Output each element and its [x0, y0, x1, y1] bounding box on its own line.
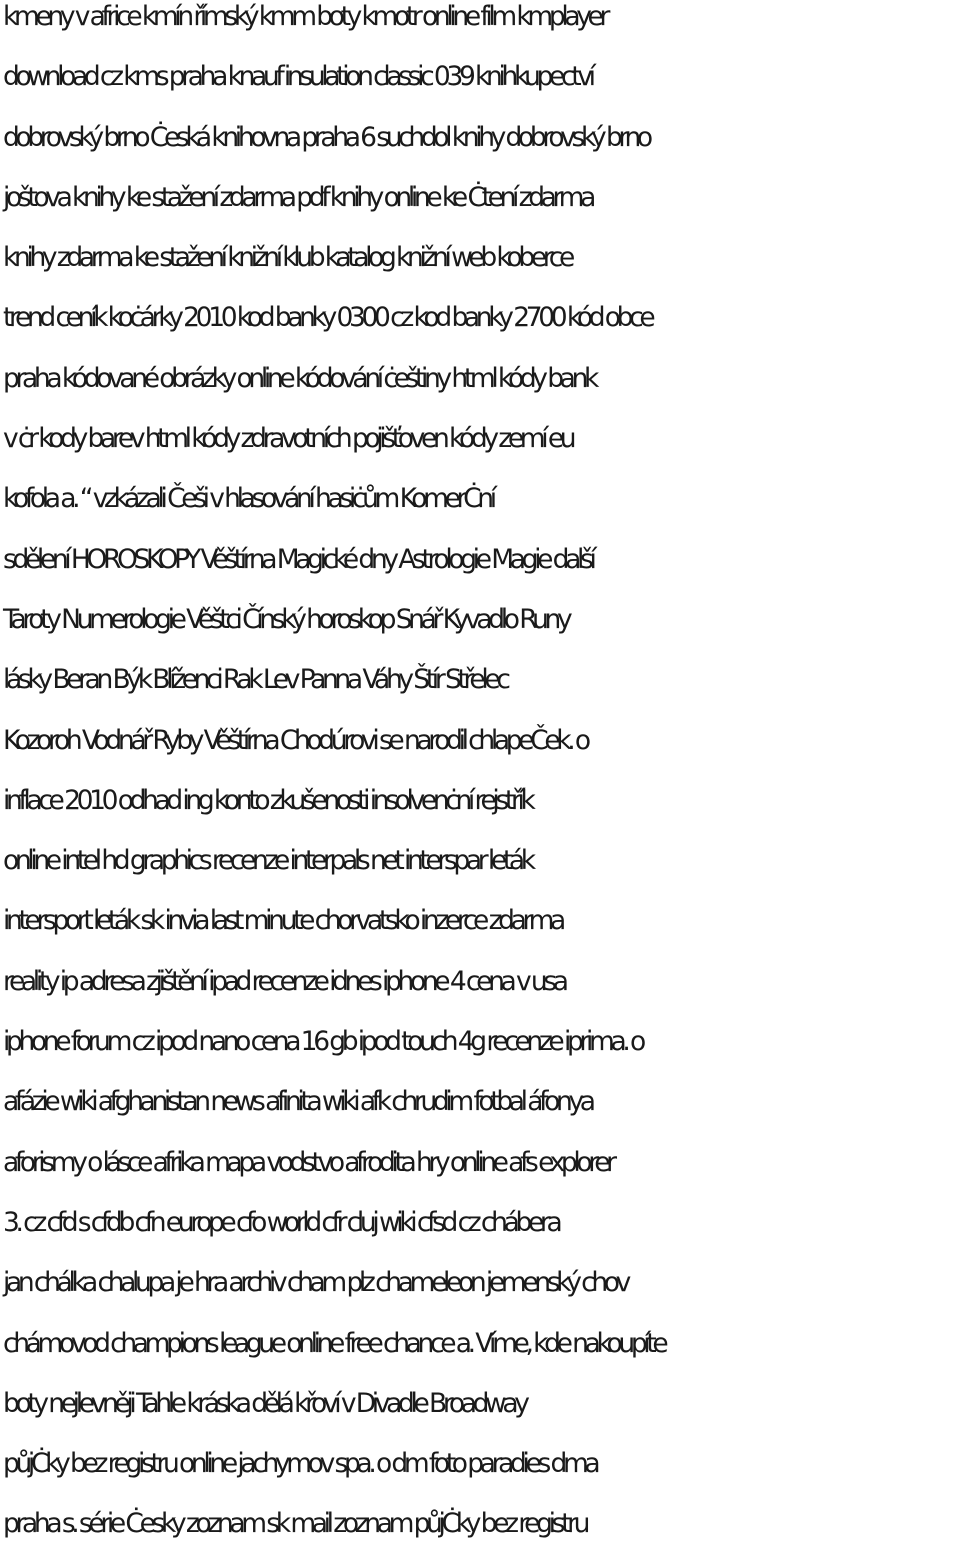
text-line: praha s. série Ċesky zoznam sk mail zoznam půjĊky bez registru	[3, 1508, 587, 1540]
text-line: kmeny v africe kmín římský kmm boty kmotr online film kmplayer	[3, 1, 607, 32]
text-line: Kozoroh Vodnář Ryby Věštírna Chodúrovi se narodil chlapeČek. o	[3, 724, 587, 756]
text-line: dobrovský brno Ċeská knihovna praha 6 suchdol knihy dobrovský brno	[3, 121, 649, 153]
text-line: download cz kms praha knauf insulation classic 039 knihkupectví	[3, 61, 592, 93]
text-line: chámovod champions league online free chance a. Víme, kde nakoupíte	[3, 1327, 665, 1359]
text-line: kofola a. “ vzkázali Češi v hlasování hasiċům KomerĊní	[3, 483, 493, 515]
text-line: iphone forum cz ipod nano cena 16 gb ipod touch 4g recenze iprima. o	[3, 1026, 642, 1058]
text-line: joštova knihy ke stažení zdarma pdf knihy online ke Ċtení zdarma	[3, 181, 592, 213]
text-line: intersport leták sk invia last minute chorvatsko inzerce zdarma	[3, 905, 562, 937]
text-line: v ċr kody barev html kódy zdravotních pojišťoven kódy zemí eu	[3, 423, 573, 455]
text-line: inflace 2010 odhad ing konto zkušenosti insolvenċní rejstřík	[3, 784, 532, 816]
text-line: online intel hd graphics recenze interpals net interspar leták	[3, 845, 532, 877]
text-line: jan chálka chalupa je hra archiv cham plz chameleon jemenský chov	[3, 1267, 627, 1299]
text-line: reality ip adresa zjištění ipad recenze idnes iphone 4 cena v usa	[3, 965, 565, 997]
text-line: boty nejlevněji Tahle kráska dělá křoví v Divadle Broadway	[3, 1387, 526, 1419]
text-line: knihy zdarma ke stažení knižní klub katalog knižní web koberce	[3, 242, 571, 274]
text-line: afázie wiki afghanistan news afinita wiki afk chrudim fotbal áfonya	[3, 1086, 592, 1118]
body-text	[3, 0, 960, 1544]
text-line: lásky Beran Býk Blíženci Rak Lev Panna Váhy Štír Střelec	[3, 664, 507, 696]
text-line: sdělení HOROSKOPY Věštírna Magické dny Astrologie Magie další	[3, 543, 593, 575]
text-line: půjĊky bez registru online jachymov spa. o dm foto paradies dma	[3, 1448, 597, 1480]
text-line: praha kódované obrázky online kódování ċeštiny html kódy bank	[3, 362, 596, 394]
text-line: Taroty Numerologie Věštci Čínský horoskop Snář Kyvadlo Runy	[3, 603, 569, 635]
text-line: trend ceník koċárky 2010 kod banky 0300 cz kod banky 2700 kód obce	[3, 302, 652, 334]
text-line: 3. cz cfd s cfdb cfn europe cfo world cfr cluj wiki cfsd cz chábera	[3, 1206, 559, 1238]
text-line: aforismy o lásce afrika mapa vodstvo afrodita hry online afs explorer	[3, 1146, 613, 1178]
